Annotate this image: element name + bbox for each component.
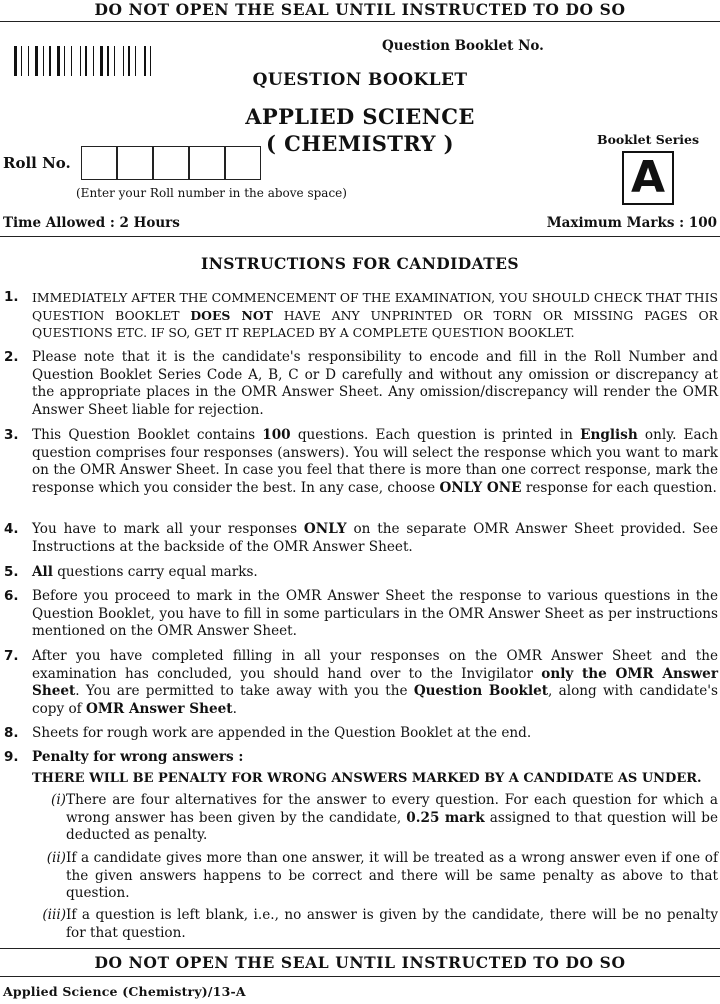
top-divider xyxy=(0,21,720,22)
roll-digit-box[interactable] xyxy=(153,146,189,180)
header-divider xyxy=(0,236,720,237)
roman-numeral: (i) xyxy=(51,792,66,808)
item-number: 4. xyxy=(4,521,19,537)
top-seal-banner: DO NOT OPEN THE SEAL UNTIL INSTRUCTED TO DO SO xyxy=(94,0,626,19)
booklet-series-code: A xyxy=(622,151,674,205)
item-number: 8. xyxy=(4,725,19,741)
roll-digit-box[interactable] xyxy=(189,146,225,180)
instructions-heading: INSTRUCTIONS FOR CANDIDATES xyxy=(201,254,519,273)
footer-code: Applied Science (Chemistry)/13-A xyxy=(3,984,246,999)
roll-hint: (Enter your Roll number in the above space) xyxy=(76,186,347,200)
item-number: 1. xyxy=(4,289,19,305)
roll-digit-box[interactable] xyxy=(117,146,153,180)
maximum-marks: Maximum Marks : 100 xyxy=(546,215,717,231)
item-number: 7. xyxy=(4,648,19,664)
time-allowed: Time Allowed : 2 Hours xyxy=(3,215,180,231)
booklet-series-label: Booklet Series xyxy=(597,132,700,147)
roll-no-label: Roll No. xyxy=(3,154,71,172)
roll-digit-box[interactable] xyxy=(81,146,117,180)
bottom-seal-banner: DO NOT OPEN THE SEAL UNTIL INSTRUCTED TO DO SO xyxy=(94,953,626,972)
bottom-divider xyxy=(0,976,720,977)
booklet-title: QUESTION BOOKLET xyxy=(252,70,468,90)
item-number: 3. xyxy=(4,427,19,443)
roman-numeral: (ii) xyxy=(46,850,66,866)
subject-line-2: ( CHEMISTRY ) xyxy=(266,131,454,156)
subject-line-1: APPLIED SCIENCE xyxy=(245,104,475,129)
item-number: 2. xyxy=(4,349,19,365)
item-number: 6. xyxy=(4,588,19,604)
item-number: 9. xyxy=(4,749,19,765)
roman-numeral: (iii) xyxy=(42,907,66,923)
item-number: 5. xyxy=(4,564,19,580)
roll-digit-box[interactable] xyxy=(225,146,261,180)
bottom-divider-top xyxy=(0,948,720,949)
booklet-no-label: Question Booklet No. xyxy=(382,38,544,54)
